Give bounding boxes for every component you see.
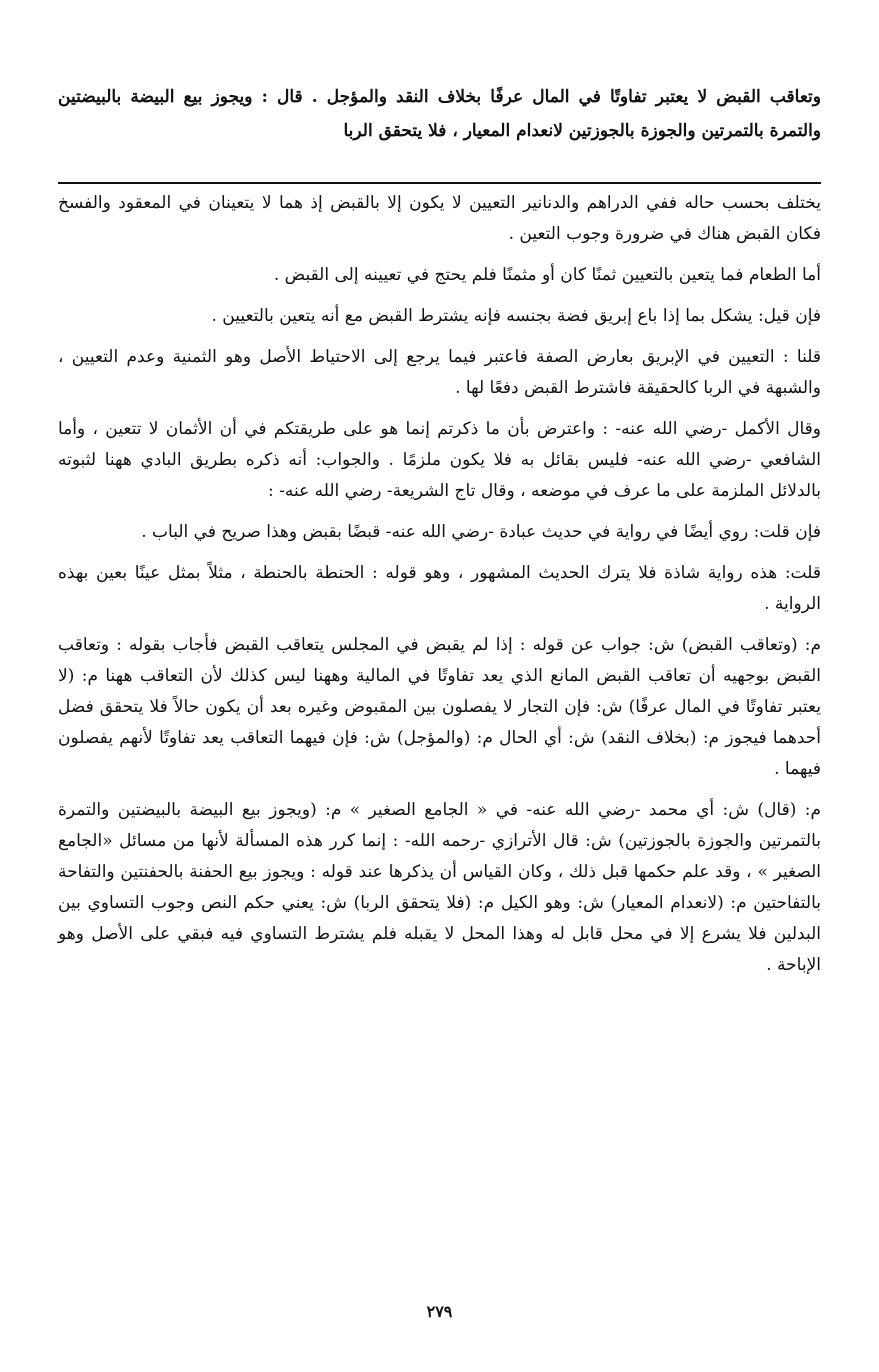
paragraph: م: (وتعاقب القبض) ش: جواب عن قوله : إذا لم يقبض في المجلس يتعاقب القبض فأجاب بقوله : وتعاقب القبض بوجهيه أن تعاقب القبض المانع الذي يعد تفاوتًا في المالية وههنا ليس كذلك لأن التعاقب ههنا م: (لا يعتبر تفاوتًا في المال عرفًا) ش: فإن التجار لا يفصلون بين المقبوض وغيره بعد أن يكون حالاً فلا يتحقق فضل أحدهما فيجوز م: (بخلاف النقد) ش: أي الحال م: (والمؤجل) ش: فإن فيهما التعاقب يعد تفاوتًا لأنهم يفصلون فيهما . xyxy=(58,635,821,779)
paragraph: م: (قال) ش: أي محمد -رضي الله عنه- في « الجامع الصغير » م: (ويجوز بيع البيضة بالبيضتين والتمرة بالتمرتين والجوزة بالجوزتين) ش: قال الأترازي -رحمه الله- : إنما كرر هذه المسألة لأنها من مسائل «الجامع الصغير » ، وقد علم حكمها قبل ذلك ، وكان القياس أن يذكرها عند قوله : ويجوز بيع الحفنة بالحفنتين والتفاحة بالتفاحتين م: (لانعدام المعيار) ش: وهو الكيل م: (فلا يتحقق الربا) ش: يعني حكم النص وجوب التساوي بين البدلين فلا يشرع إلا في محل قابل له وهذا المحل لا يقبله فلم يشترط التساوي فيه فبقي على الأصل وهو الإباحة . xyxy=(58,800,821,975)
paragraph: فإن قيل: يشكل بما إذا باع إبريق فضة بجنسه فإنه يشترط القبض مع أنه يتعين بالتعيين . xyxy=(211,306,821,326)
paragraph: أما الطعام فما يتعين بالتعيين ثمنًا كان أو مثمنًا فلم يحتج في تعيينه إلى القبض . xyxy=(273,265,821,285)
header-divider xyxy=(58,182,821,184)
matn-header-text: وتعاقب القبض لا يعتبر تفاوتًا في المال عرفًا بخلاف النقد والمؤجل . قال : ويجوز بيع البيضة بالبيضتين والتمرة بالتمرتين والجوزة بالجوزتين لانعدام المعيار ، فلا يتحقق الربا xyxy=(58,87,821,141)
paragraph: فإن قلت: روي أيضًا في رواية في حديث عبادة -رضي الله عنه- قبضًا بقبض وهذا صريح في الباب . xyxy=(141,522,821,542)
paragraph: قلنا : التعيين في الإبريق بعارض الصفة فاعتبر فيما يرجع إلى الاحتياط الأصل وهو الثمنية وعدم التعيين ، والشبهة في الربا كالحقيقة فاشترط القبض دفعًا لها . xyxy=(58,347,821,398)
paragraph: وقال الأكمل -رضي الله عنه- : واعترض بأن ما ذكرتم إنما هو على طريقتكم في أن الأثمان لا تتعين ، وأما الشافعي -رضي الله عنه- فليس بقائل به فلا يكون ملزمًا . والجواب: أنه ذكره بطريق البادي ههنا لثبوته بالدلائل الملزمة على ما عرف في موضعه ، وقال تاج الشريعة- رضي الله عنه- : xyxy=(58,419,821,501)
paragraph: يختلف بحسب حاله ففي الدراهم والدنانير التعيين لا يكون إلا بالقبض إذ هما لا يتعينان في المعقود والفسخ فكان القبض هناك في ضرورة وجوب التعين . xyxy=(58,193,821,244)
commentary-body xyxy=(58,188,821,981)
paragraph: قلت: هذه رواية شاذة فلا يترك الحديث المشهور ، وهو قوله : الحنطة بالحنطة ، مثلاً بمثل عينًا بعين بهذه الرواية . xyxy=(58,563,821,614)
page-number: ٢٧٩ xyxy=(426,1302,453,1321)
